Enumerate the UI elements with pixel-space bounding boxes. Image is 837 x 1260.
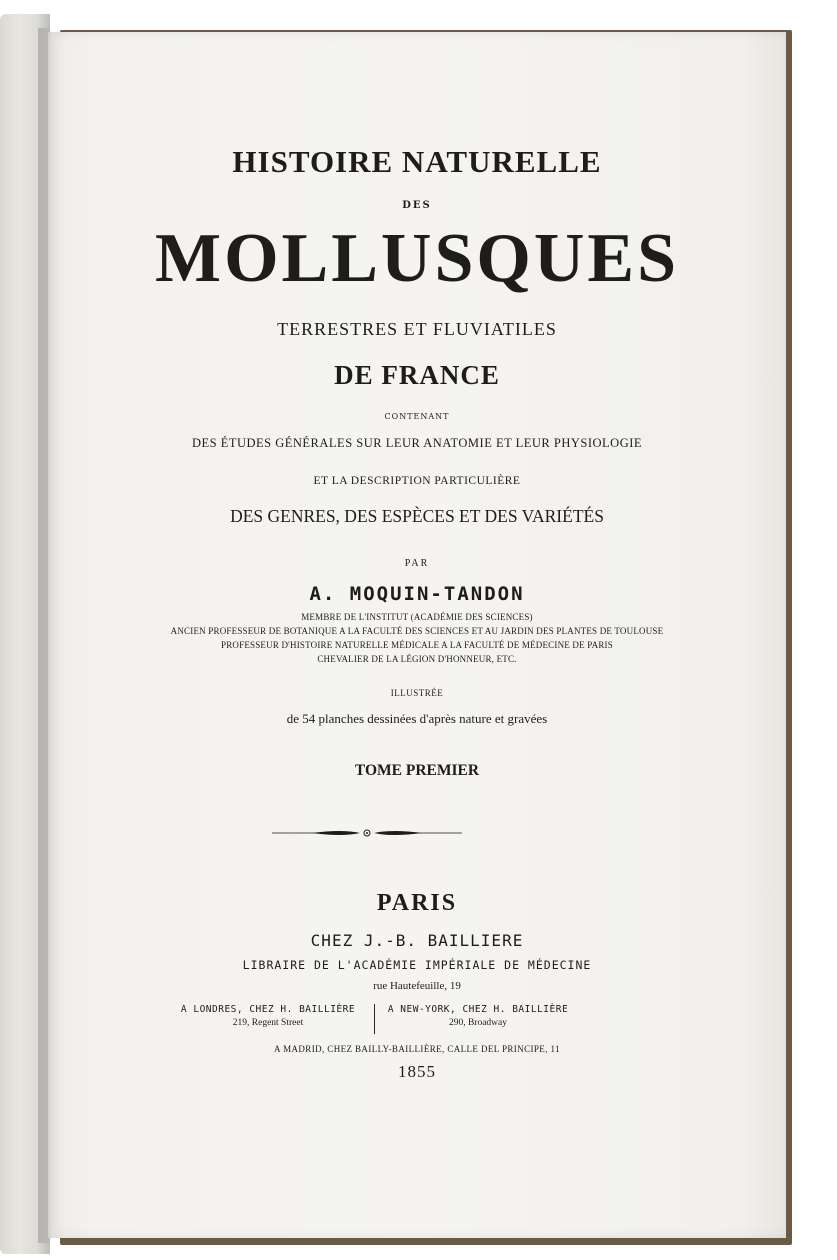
contents-line-1: DES ÉTUDES GÉNÉRALES SUR LEUR ANATOMIE ET LEUR PHYSIOLOGIE	[191, 436, 643, 450]
branch-city: A LONDRES, CHEZ H. BAILLIÈRE	[180, 1004, 356, 1015]
publisher-address: rue Hautefeuille, 19	[373, 980, 461, 992]
title-line-1: HISTOIRE NATURELLE	[232, 144, 602, 179]
plates-note: de 54 planches dessinées d'après nature et gravées	[286, 711, 548, 726]
author-name: A. MOQUIN-TANDON	[309, 583, 525, 605]
ornament-rule-icon	[272, 827, 462, 839]
branch-divider	[374, 1004, 375, 1034]
contents-line-3: DES GENRES, DES ESPÈCES ET DES VARIÉTÉS	[230, 506, 604, 526]
branch-address: 219, Regent Street	[232, 1018, 304, 1028]
illustree-label: ILLUSTRÉE	[390, 688, 444, 698]
title-page	[48, 32, 786, 1238]
author-credential: MEMBRE DE L'INSTITUT (ACADÉMIE DES SCIENCES)	[301, 612, 533, 622]
madrid-branch: A MADRID, CHEZ BAILLY-BAILLIÈRE, CALLE DEL PRINCIPE, 11	[274, 1044, 560, 1054]
main-title: MOLLUSQUES	[155, 220, 679, 297]
publisher-name: CHEZ J.-B. BAILLIERE	[310, 931, 524, 950]
subtitle: TERRESTRES ET FLUVIATILES	[277, 319, 557, 339]
branch-london	[168, 1004, 368, 1028]
par-label: PAR	[404, 558, 430, 569]
author-credential: PROFESSEUR D'HISTOIRE NATURELLE MÉDICALE A LA FACULTÉ DE MÉDECINE DE PARIS	[221, 640, 613, 650]
author-credential: CHEVALIER DE LA LÉGION D'HONNEUR, ETC.	[317, 654, 517, 664]
gutter-shadow	[38, 28, 52, 1243]
region-title: DE FRANCE	[334, 360, 500, 390]
title-des: DES	[402, 200, 432, 211]
branch-city: A NEW-YORK, CHEZ H. BAILLIÈRE	[387, 1004, 569, 1015]
branch-address: 290, Broadway	[448, 1018, 508, 1028]
publisher-title: LIBRAIRE DE L'ACADÉMIE IMPÉRIALE DE MÉDECINE	[242, 958, 592, 972]
branch-offices	[48, 1004, 786, 1038]
author-credential: ANCIEN PROFESSEUR DE BOTANIQUE A LA FACULTÉ DES SCIENCES ET AU JARDIN DES PLANTES DE TOULOUSE	[170, 626, 664, 636]
contenant-label: CONTENANT	[384, 412, 450, 421]
publication-year: 1855	[398, 1062, 436, 1081]
imprint-city: PARIS	[376, 890, 458, 916]
volume-label: TOME PREMIER	[354, 762, 480, 779]
contents-line-2: ET LA DESCRIPTION PARTICULIÈRE	[313, 475, 521, 487]
branch-new-york	[378, 1004, 578, 1028]
